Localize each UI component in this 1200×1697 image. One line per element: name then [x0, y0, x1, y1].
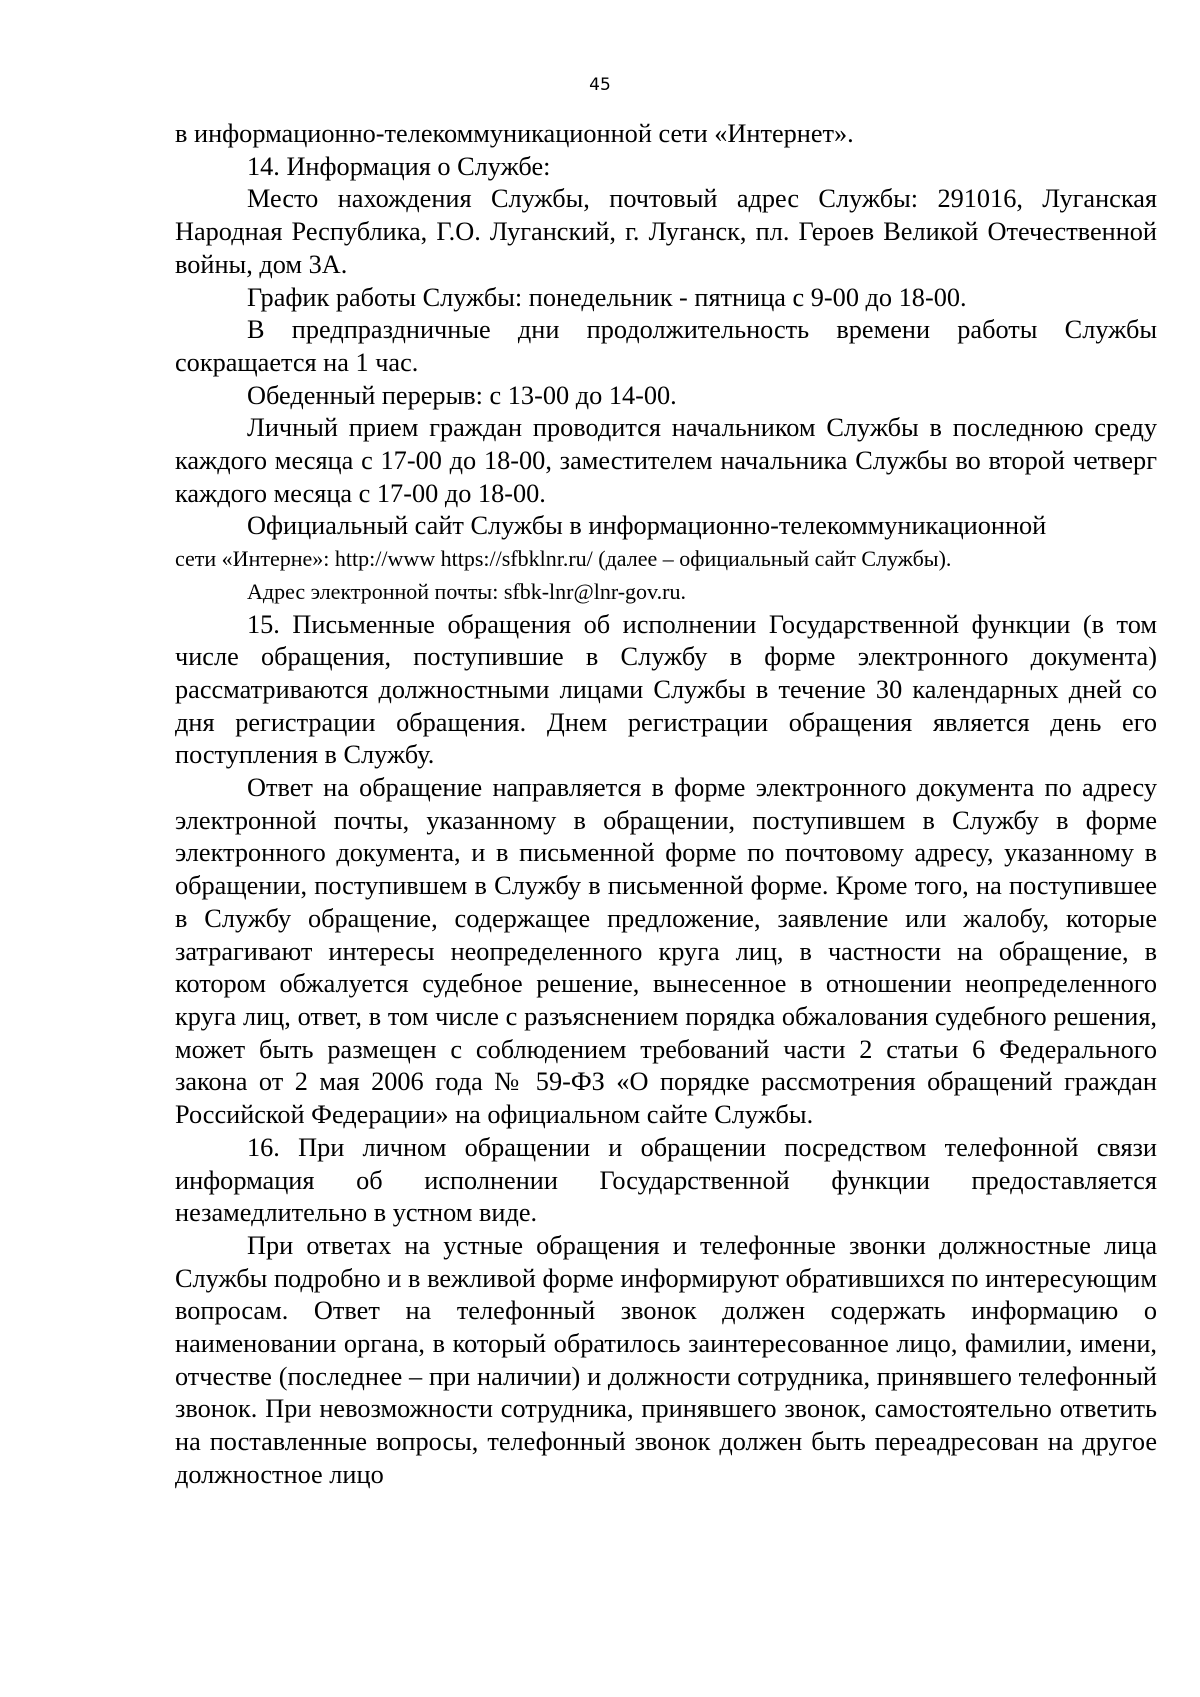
paragraph-location-address: Место нахождения Службы, почтовый адрес Службы: 291016, Луганская Народная Республика, Г.О. Луганский, г. Луганск, пл. Героев Великой Отечественной войны, дом 3А. [175, 184, 1157, 279]
paragraph-work-schedule: График работы Службы: понедельник - пятница с 9-00 до 18-00. [247, 282, 967, 312]
paragraph-official-site: Официальный сайт Службы в информационно-телекоммуникационной [247, 511, 1047, 541]
paragraph-personal-reception: Личный прием граждан проводится начальником Службы в последнюю среду каждого месяца с 17-00 до 18-00, заместителем начальника Службы во второй четверг каждого месяца с 17-00 до 18-00. [175, 413, 1157, 508]
paragraph-lunch-break: Обеденный перерыв: с 13-00 до 14-00. [247, 380, 677, 410]
page-number: 45 [589, 75, 611, 95]
paragraph-section-15-written-requests: 15. Письменные обращения об исполнении Государственной функции (в том числе обращения, поступившие в Службу в форме электронного документа) рассматриваются должностными лицами Службы в течение 30 календарных дней со дня регистрации обращения. Днем регистрации обращения является день его поступления в Службу. [175, 609, 1157, 770]
paragraph-pre-holiday-hours: В предпраздничные дни продолжительность времени работы Службы сокращается на 1 час. [175, 315, 1157, 377]
paragraph-response-procedure: Ответ на обращение направляется в форме электронного документа по адресу электронной почты, указанному в обращении, поступившем в Службу в форме электронного документа, и в письменной форме по почтовому адресу, указанному в обращении, поступившем в Службу в письменной форме. Кроме того, на поступившее в Службу обращение, содержащее предложение, заявление или жалобу, которые затрагивают интересы неопределенного круга лиц, в частности на обращение, в котором обжалуется судебное решение, вынесенное в отношении неопределенного круга лиц, ответ, в том числе с разъяснением порядка обжалования судебного решения, может быть размещен с соблюдением требований части 2 статьи 6 Федерального закона от 2 мая 2006 года № 59-ФЗ «О порядке рассмотрения обращений граждан Российской Федерации» на официальном сайте Службы. [175, 773, 1157, 1130]
paragraph-continuation: в информационно-телекоммуникационной сети «Интернет». [175, 119, 854, 148]
paragraph-official-site-url: сети «Интерне»: http://www https://sfbklnr.ru/ (далее – официальный сайт Службы). [175, 546, 952, 572]
paragraph-section-16-oral-requests: 16. При личном обращении и обращении посредством телефонной связи информация об исполнении Государственной функции предоставляется незамедлительно в устном виде. [175, 1132, 1157, 1228]
paragraph-email: Адрес электронной почты: sfbk-lnr@lnr-gov.ru. [247, 578, 686, 604]
document-body [175, 118, 1157, 1492]
paragraph-section-14-heading: 14. Информация о Службе: [247, 151, 551, 181]
paragraph-phone-responses: При ответах на устные обращения и телефонные звонки должностные лица Службы подробно и в вежливой форме информируют обратившихся по интересующим вопросам. Ответ на телефонный звонок должен содержать информацию о наименовании органа, в который обратилось заинтересованное лицо, фамилии, имени, отчестве (последнее – при наличии) и должности сотрудника, принявшего телефонный звонок. При невозможности сотрудника, принявшего звонок, самостоятельно ответить на поставленные вопросы, телефонный звонок должен быть переадресован на другое должностное лицо [175, 1230, 1157, 1489]
